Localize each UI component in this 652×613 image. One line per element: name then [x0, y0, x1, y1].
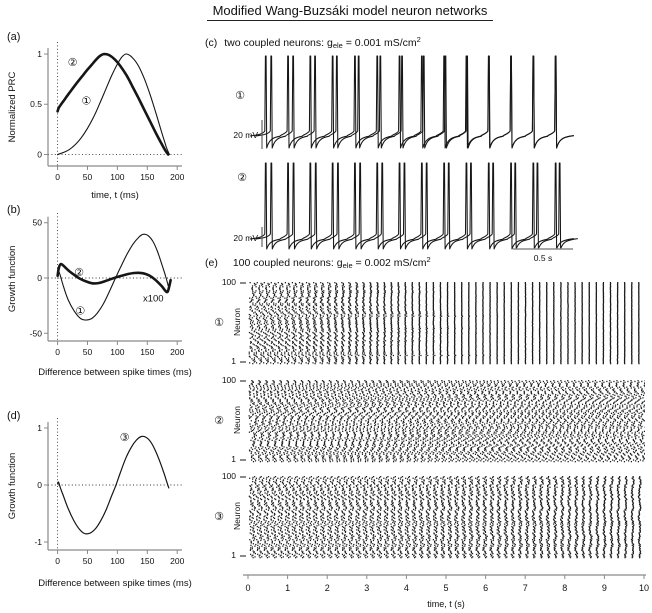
svg-text:0.5: 0.5 [30, 99, 42, 110]
raster-3-ytick-top: 100 [221, 471, 236, 481]
raster-2-ytick-bottom: 1 [231, 454, 236, 464]
svg-text:7: 7 [522, 583, 528, 593]
voltage-traces-plot [205, 46, 651, 272]
time-axis [205, 566, 652, 612]
raster-1-tick-top [240, 282, 246, 284]
svg-text:150: 150 [140, 347, 155, 357]
svg-text:4: 4 [403, 583, 409, 593]
panel-c-title-mid: = 0.001 mS/cm [342, 37, 417, 49]
svg-text:9: 9 [601, 583, 607, 593]
raster-3-ytick-bottom: 1 [231, 550, 236, 560]
figure-title-text: Modified Wang-Buzsáki model neuron networks [207, 3, 494, 21]
svg-text:0: 0 [55, 556, 60, 566]
raster-3-tick-bottom [240, 555, 246, 557]
svg-text:0: 0 [55, 172, 60, 182]
svg-text:0: 0 [245, 583, 251, 593]
panel-e-title-sub: ele [342, 261, 353, 270]
raster-1-ytick-top: 100 [221, 277, 236, 287]
svg-text:100: 100 [110, 172, 125, 182]
svg-text:③: ③ [119, 432, 130, 445]
svg-text:0: 0 [37, 273, 42, 283]
svg-text:0: 0 [37, 149, 42, 160]
svg-text:50: 50 [82, 347, 93, 357]
raster-2-ylabel: Neuron [232, 406, 242, 434]
raster-2-ytick-top: 100 [221, 375, 236, 385]
svg-text:200: 200 [170, 347, 185, 357]
svg-text:0: 0 [37, 480, 42, 490]
svg-text:①: ① [235, 90, 245, 102]
svg-text:0: 0 [55, 347, 60, 357]
svg-text:-1: -1 [34, 537, 42, 548]
growth-function-plot [2, 203, 208, 379]
panel-e-letter: (e) [205, 257, 218, 269]
svg-text:1: 1 [37, 422, 42, 433]
panel-c-title-sub: ele [332, 41, 343, 50]
panel-e-header [205, 255, 431, 270]
raster-plot-1 [247, 280, 645, 365]
raster-3-label: ③ [214, 511, 224, 523]
panel-a-letter: (a) [7, 31, 21, 43]
panel-c-title: two coupled neurons: g [224, 37, 333, 49]
raster-3-ylabel: Neuron [232, 502, 242, 530]
svg-text:-50: -50 [29, 328, 42, 339]
raster-1-tick-bottom [240, 361, 246, 363]
svg-text:6: 6 [483, 583, 489, 593]
svg-text:5: 5 [443, 583, 449, 593]
svg-text:Difference between spike times: Difference between spike times (ms) [38, 367, 192, 378]
svg-text:x100: x100 [142, 293, 164, 305]
svg-text:200: 200 [170, 172, 185, 182]
svg-text:10: 10 [638, 583, 650, 593]
svg-text:1: 1 [285, 583, 291, 593]
raster-2-tick-bottom [240, 459, 246, 461]
figure-title [140, 3, 560, 21]
svg-text:Growth function: Growth function [7, 452, 18, 520]
svg-text:100: 100 [110, 556, 125, 566]
svg-text:time, t (s): time, t (s) [427, 599, 465, 609]
raster-plot-2 [247, 378, 645, 463]
svg-text:50: 50 [32, 217, 42, 228]
raster-1-ylabel: Neuron [232, 308, 242, 336]
prc-plot [2, 30, 208, 202]
svg-text:Difference between spike times: Difference between spike times (ms) [38, 578, 192, 589]
svg-text:②: ② [67, 57, 78, 70]
svg-text:②: ② [74, 266, 85, 279]
raster-plot-3 [247, 474, 645, 559]
panel-e-title-mid: = 0.002 mS/cm [352, 257, 427, 269]
panel-c-title-sup: 2 [416, 35, 421, 44]
growth-function-plot-modified [2, 408, 208, 590]
panel-d-letter: (d) [7, 410, 21, 422]
svg-text:Normalized PRC: Normalized PRC [7, 71, 18, 143]
raster-1-label: ① [214, 317, 224, 329]
svg-text:2: 2 [324, 583, 330, 593]
svg-text:50: 50 [82, 172, 93, 182]
svg-text:3: 3 [364, 583, 370, 593]
panel-b-letter: (b) [7, 204, 21, 216]
svg-text:Growth function: Growth function [7, 245, 18, 313]
svg-text:100: 100 [110, 347, 125, 357]
svg-text:20 mV: 20 mV [233, 130, 258, 140]
svg-text:200: 200 [170, 556, 185, 566]
panel-e-title-sup: 2 [426, 255, 431, 264]
svg-text:20 mV: 20 mV [233, 233, 258, 243]
svg-text:time, t (ms): time, t (ms) [91, 190, 139, 201]
svg-text:①: ① [75, 305, 86, 318]
svg-text:150: 150 [140, 556, 155, 566]
svg-text:8: 8 [562, 583, 568, 593]
svg-text:②: ② [237, 172, 247, 184]
raster-2-label: ② [214, 415, 224, 427]
raster-2-tick-top [240, 380, 246, 382]
svg-text:1: 1 [37, 49, 42, 60]
panel-e-title: 100 coupled neurons: g [232, 257, 343, 269]
svg-text:150: 150 [140, 172, 155, 182]
raster-3-tick-top [240, 476, 246, 478]
raster-1-ytick-bottom: 1 [231, 356, 236, 366]
svg-text:①: ① [81, 95, 92, 108]
panel-c-letter: (c) [205, 37, 218, 49]
svg-text:0.5 s: 0.5 s [533, 253, 553, 263]
svg-text:50: 50 [82, 556, 93, 566]
